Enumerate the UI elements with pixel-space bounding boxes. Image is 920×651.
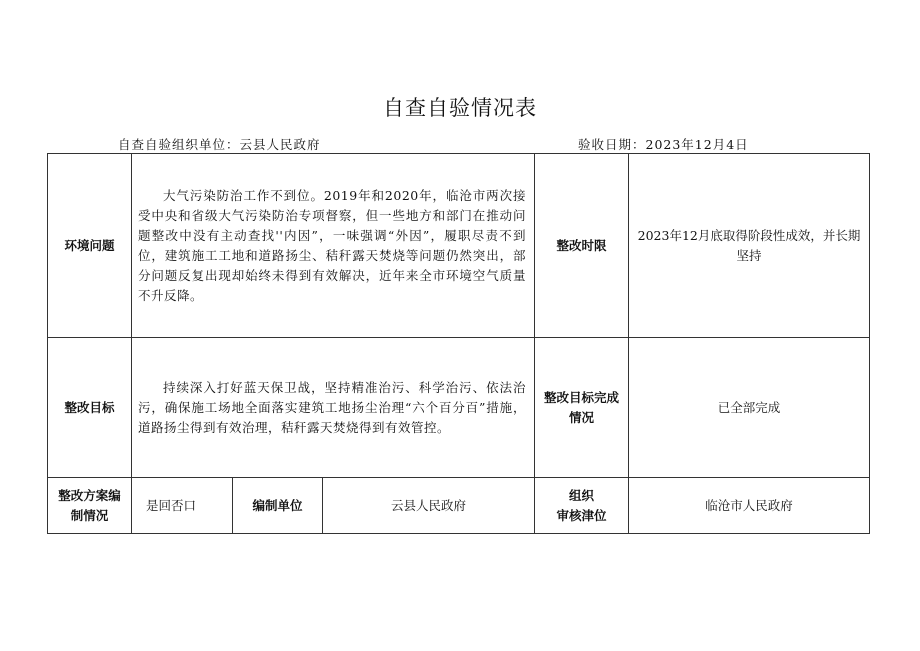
goal-label: 整改目标 (48, 338, 132, 478)
page-title: 自查自验情况表 (383, 96, 537, 120)
compiler-value: 云县人民政府 (323, 478, 535, 534)
deadline-content: 2023年12月底取得阶段性成效，并长期坚持 (629, 154, 870, 338)
compiler-label: 编制单位 (233, 478, 323, 534)
deadline-label: 整改时限 (535, 154, 629, 338)
table-row (48, 154, 870, 338)
reviewer-label (535, 478, 629, 534)
goal-content: 持续深入打好蓝天保卫战，坚持精准治污、科学治污、依法治污，确保施工场地全面落实建筑工地扬尘治理“六个百分百”措施，道路扬尘得到有效治理，秸秆露天焚烧得到有效管控。 (132, 338, 535, 478)
table-row (48, 338, 870, 478)
acceptance-date-text: 验收日期：2023年12月4日 (578, 137, 749, 152)
org-unit-text: 自查自验组织单位：云县人民政府 (118, 137, 321, 152)
completion-label: 整改目标完成情况 (535, 338, 629, 478)
reviewer-value: 临沧市人民政府 (629, 478, 870, 534)
plan-status-value: 是回否口 (132, 478, 233, 534)
env-issue-content: 大气污染防治工作不到位。2019年和2020年，临沧市两次接受中央和省级大气污染防治专项督察，但一些地方和部门在推动问题整改中没有主动查找''内因”，一味强调“外因”，履职尽责不到位，建筑施工工地和道路扬尘、秸秆露天焚烧等问题仍然突出，部分问题反复出现却始终未得到有效解决，近年来全市环境空气质量不升反降。 (132, 154, 535, 338)
plan-label: 整改方案编制情况 (48, 478, 132, 534)
reviewer-label-line1: 组织 (568, 487, 594, 503)
table-row (48, 478, 870, 534)
completion-content: 已全部完成 (629, 338, 870, 478)
inspection-table (47, 153, 870, 534)
reviewer-label-line2: 审核津位 (556, 507, 607, 523)
env-issue-label: 环境问题 (48, 154, 132, 338)
